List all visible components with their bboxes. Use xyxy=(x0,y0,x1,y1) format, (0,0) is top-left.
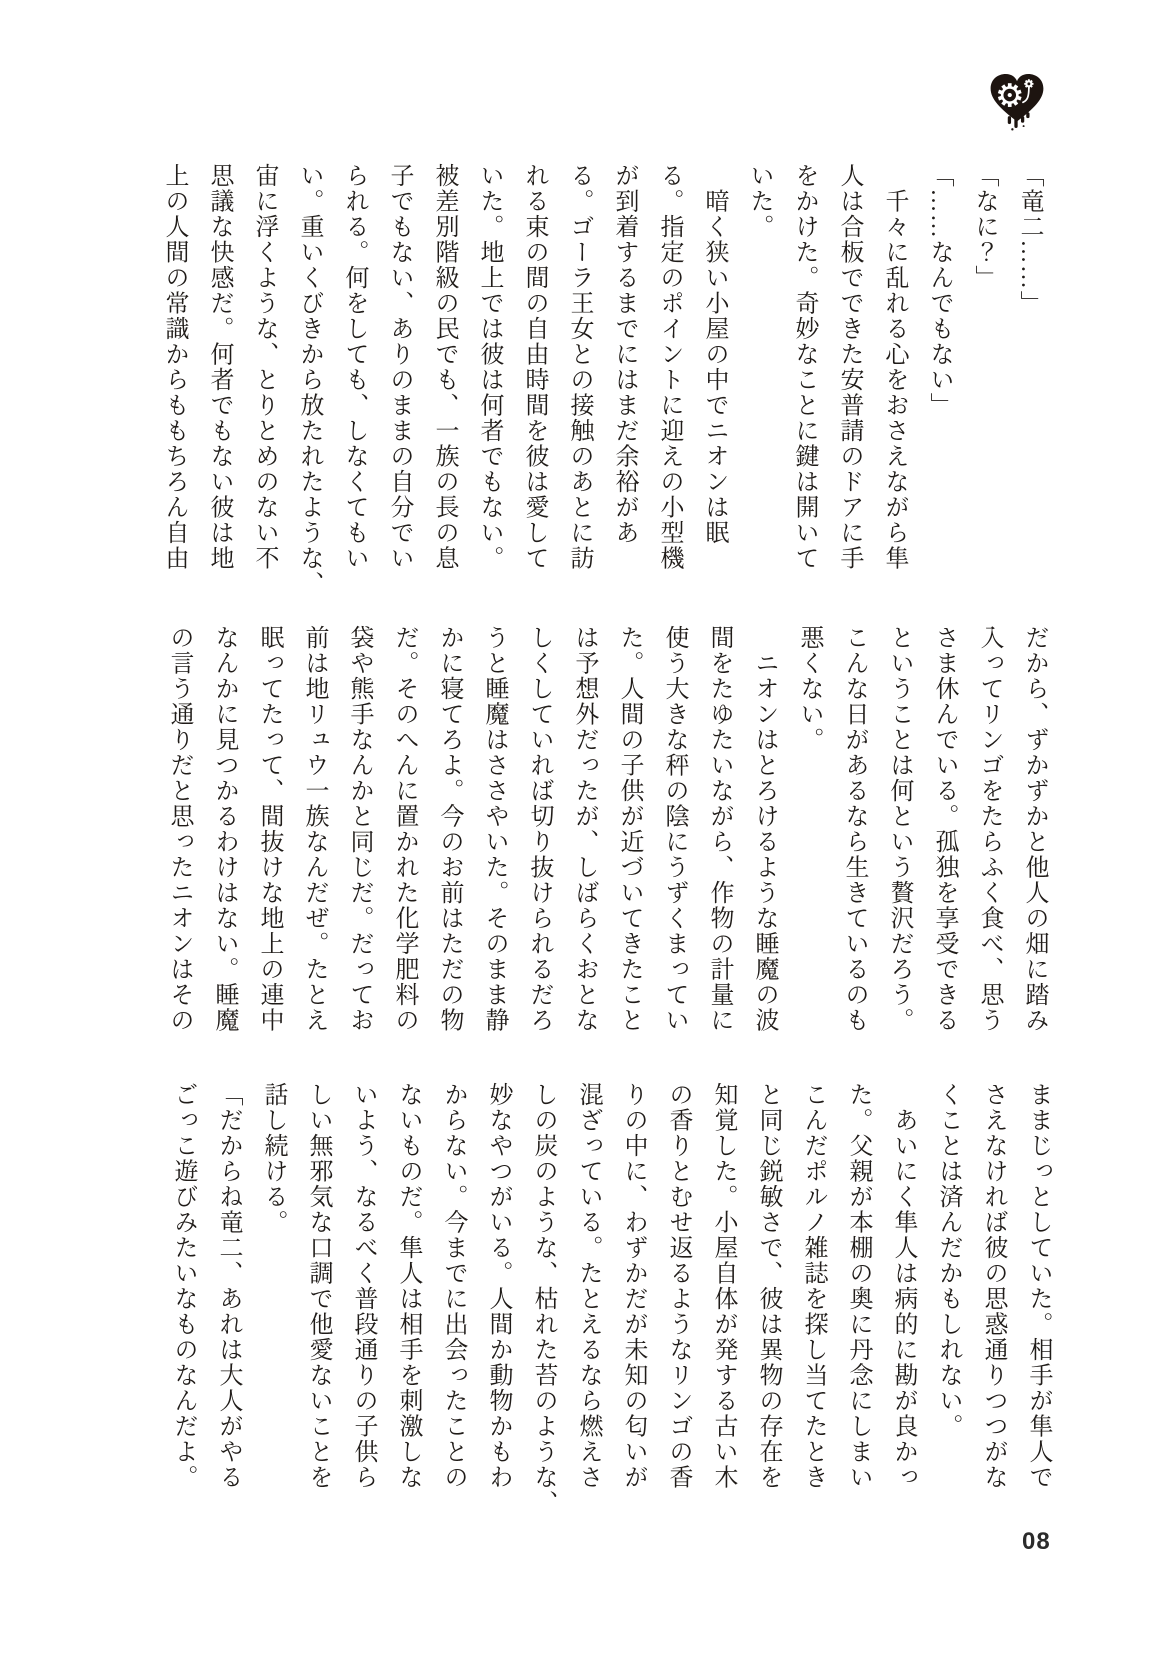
text-column: 思議な快感だ。何者でもない彼は地 xyxy=(206,163,232,571)
text-column: からない。今までに出会ったことの xyxy=(440,1082,466,1490)
text-column: をかけた。奇妙なことに鍵は開いて xyxy=(791,163,817,571)
text-column: は予想外だったが、しばらくおとな xyxy=(571,625,597,1033)
text-column: い。重いくびきから放たれたような、 xyxy=(296,163,322,597)
text-column: 前は地リュウ一族なんだぜ。たとえ xyxy=(301,625,327,1033)
text-column: こんな日があるなら生きているのも xyxy=(841,625,867,1033)
text-column: 妙なやつがいる。人間か動物かもわ xyxy=(485,1082,511,1490)
text-column: ままじっとしていた。相手が隼人で xyxy=(1025,1082,1051,1490)
text-column: しい無邪気な口調で他愛ないことを xyxy=(305,1082,331,1490)
text-column: うと睡魔はささやいた。そのまま静 xyxy=(481,625,507,1033)
text-column: 上の人間の常識からももちろん自由 xyxy=(161,163,187,571)
text-band-bottom xyxy=(160,1082,1060,1516)
heart-gear-logo-icon xyxy=(984,70,1050,132)
text-column: 使う大きな秤の陰にうずくまってい xyxy=(661,625,687,1033)
text-column: と同じ鋭敏さで、彼は異物の存在を xyxy=(755,1082,781,1490)
text-column: る。ゴーラ王女との接触のあとに訪 xyxy=(566,163,592,571)
text-column: さえなければ彼の思惑通りつつがな xyxy=(980,1082,1006,1490)
text-column: 「竜二……」 xyxy=(1016,163,1042,316)
text-column: 入ってリンゴをたらふく食べ、思う xyxy=(976,625,1002,1033)
text-column: なんかに見つかるわけはない。睡魔 xyxy=(211,625,237,1033)
text-column: 宙に浮くような、とりとめのない不 xyxy=(251,163,277,571)
text-column: られる。何をしても、しなくてもい xyxy=(341,163,367,571)
text-column: 暗く狭い小屋の中でニオンは眠 xyxy=(701,163,727,546)
text-column: 知覚した。小屋自体が発する古い木 xyxy=(710,1082,736,1490)
text-column: ニオンはとろけるような睡魔の波 xyxy=(751,625,777,1033)
text-column: しの炭のような、枯れた苔のような、 xyxy=(530,1082,556,1516)
text-column: た。父親が本棚の奥に丹念にしまい xyxy=(845,1082,871,1490)
text-column: 袋や熊手なんかと同じだ。だってお xyxy=(346,625,372,1033)
text-column: 眠ってたって、間抜けな地上の連中 xyxy=(256,625,282,1033)
text-column: た。人間の子供が近づいてきたこと xyxy=(616,625,642,1033)
text-column: いた。 xyxy=(746,163,772,240)
text-column: 悪くない。 xyxy=(796,625,822,753)
text-column: だから、ずかずかと他人の畑に踏み xyxy=(1021,625,1047,1033)
text-band-top xyxy=(151,163,1051,597)
text-column: あいにく隼人は病的に勘が良かっ xyxy=(890,1082,916,1490)
text-column: れる束の間の自由時間を彼は愛して xyxy=(521,163,547,571)
text-column: る。指定のポイントに迎えの小型機 xyxy=(656,163,682,571)
text-column: りの中に、わずかだが未知の匂いが xyxy=(620,1082,646,1490)
text-column: 間をたゆたいながら、作物の計量に xyxy=(706,625,732,1033)
text-column: 混ざっている。たとえるなら燃えさ xyxy=(575,1082,601,1490)
text-column: 子でもない、ありのままの自分でい xyxy=(386,163,412,571)
text-column: 千々に乱れる心をおさえながら隼 xyxy=(881,163,907,571)
page-number: 08 xyxy=(1022,1528,1051,1555)
text-column: だ。そのへんに置かれた化学肥料の xyxy=(391,625,417,1033)
text-column: ごっこ遊びみたいなものなんだよ。 xyxy=(170,1082,196,1490)
text-column: しくしていれば切り抜けられるだろ xyxy=(526,625,552,1033)
text-band-middle xyxy=(156,625,1056,1055)
text-column: さま休んでいる。孤独を享受できる xyxy=(931,625,957,1033)
text-column: 「だからね竜二、あれは大人がやる xyxy=(215,1082,241,1490)
text-column: くことは済んだかもしれない。 xyxy=(935,1082,961,1439)
text-column: いよう、なるべく普段通りの子供ら xyxy=(350,1082,376,1490)
text-column: 被差別階級の民でも、一族の長の息 xyxy=(431,163,457,571)
text-column: の言う通りだと思ったニオンはその xyxy=(166,625,192,1033)
text-column: 話し続ける。 xyxy=(260,1082,286,1235)
text-column: の香りとむせ返るようなリンゴの香 xyxy=(665,1082,691,1490)
text-column: かに寝てろよ。今のお前はただの物 xyxy=(436,625,462,1033)
text-column: 人は合板でできた安普請のドアに手 xyxy=(836,163,862,571)
text-column: 「なに？」 xyxy=(971,163,997,291)
text-column: ということは何という贅沢だろう。 xyxy=(886,625,912,1033)
text-column: いた。地上では彼は何者でもない。 xyxy=(476,163,502,571)
text-column: 「……なんでもない」 xyxy=(926,163,952,418)
text-column: ないものだ。隼人は相手を刺激しな xyxy=(395,1082,421,1490)
text-column: が到着するまでにはまだ余裕があ xyxy=(611,163,637,546)
text-column: こんだポルノ雑誌を探し当てたとき xyxy=(800,1082,826,1490)
